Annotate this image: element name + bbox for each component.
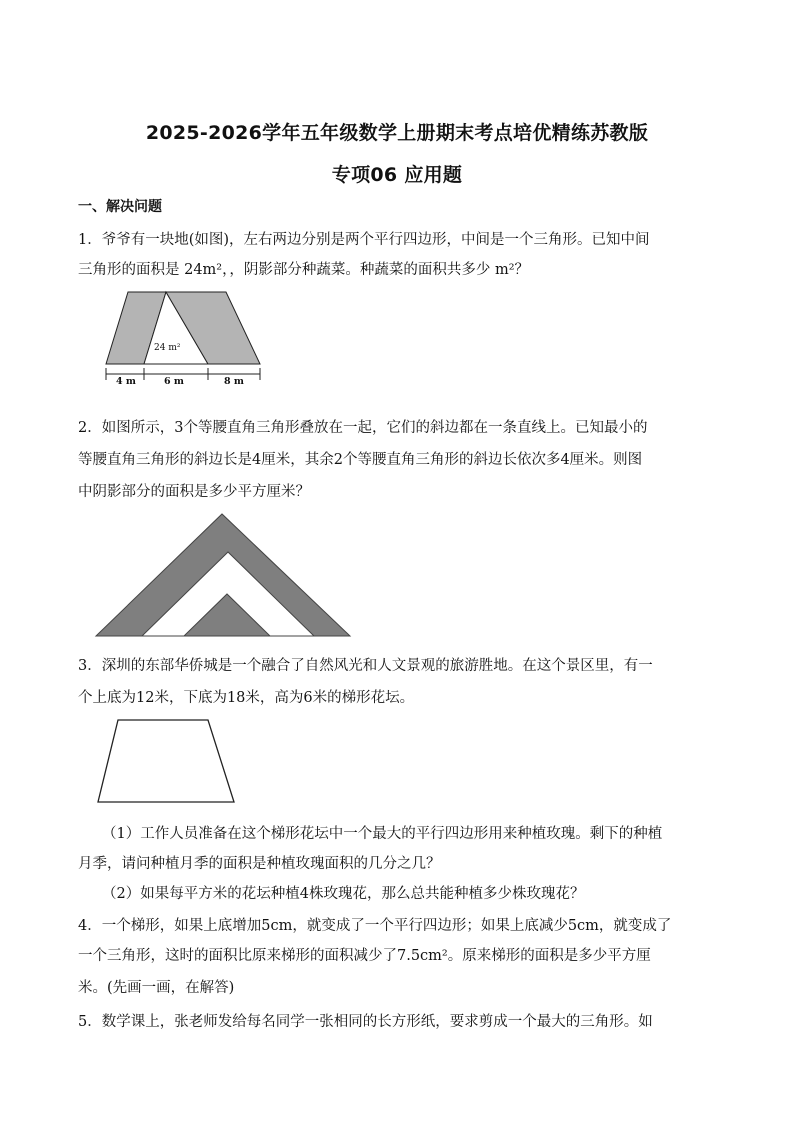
- q1-dim-left: 4 m: [116, 376, 136, 387]
- page-subtitle: 专项06 应用题: [331, 164, 463, 186]
- q5-text-line1: 5．数学课上，张老师发给每名同学一张相同的长方形纸，要求剪成一个最大的三角形。如: [78, 1014, 653, 1030]
- q3-trapezoid-figure: [94, 716, 238, 806]
- q2-triangles-figure: [94, 510, 354, 638]
- q3-trapezoid: [98, 720, 234, 802]
- q4-text-line2: 一个三角形，这时的面积比原来梯形的面积减少了7.5cm²。原来梯形的面积是多少平方厘: [78, 948, 651, 964]
- q3-text-line1: 3．深圳的东部华侨城是一个融合了自然风光和人文景观的旅游胜地。在这个景区里，有一: [78, 658, 653, 674]
- q1-triangle-area-label: 24 m²: [154, 343, 181, 353]
- q4-text-line3: 米。(先画一画，在解答): [78, 980, 235, 996]
- q1-text-line1: 1．爷爷有一块地(如图)，左右两边分别是两个平行四边形，中间是一个三角形。已知中间: [78, 232, 650, 248]
- q3-sub1-line1: （1）工作人员准备在这个梯形花坛中一个最大的平行四边形用来种植玫瑰。剩下的种植: [102, 826, 663, 842]
- q1-land-figure: [100, 288, 270, 388]
- q1-dim-mid: 6 m: [164, 376, 184, 387]
- q1-text-line2: 三角形的面积是 24m²，，阴影部分种蔬菜。种蔬菜的面积共多少 m²？: [78, 262, 530, 278]
- q3-sub1-line2: 月季，请问种植月季的面积是种植玫瑰面积的几分之几？: [78, 856, 441, 872]
- q3-sub2: （2）如果每平方米的花坛种植4株玫瑰花，那么总共能种植多少株玫瑰花？: [102, 886, 585, 902]
- q2-text-line1: 2．如图所示，3个等腰直角三角形叠放在一起，它们的斜边都在一条直线上。已知最小的: [78, 420, 648, 436]
- q2-text-line2: 等腰直角三角形的斜边长是4厘米，其余2个等腰直角三角形的斜边长依次多4厘米。则图: [78, 452, 643, 468]
- q2-text-line3: 中阴影部分的面积是多少平方厘米？: [78, 484, 310, 500]
- q1-dim-right: 8 m: [224, 376, 244, 387]
- section-heading: 一、解决问题: [78, 199, 162, 215]
- q4-text-line1: 4．一个梯形，如果上底增加5cm，就变成了一个平行四边形；如果上底减少5cm，就变成了: [78, 918, 672, 934]
- q3-text-line2: 个上底为12米，下底为18米，高为6米的梯形花坛。: [78, 690, 415, 706]
- page-title: 2025-2026学年五年级数学上册期末考点培优精练苏教版: [145, 122, 649, 144]
